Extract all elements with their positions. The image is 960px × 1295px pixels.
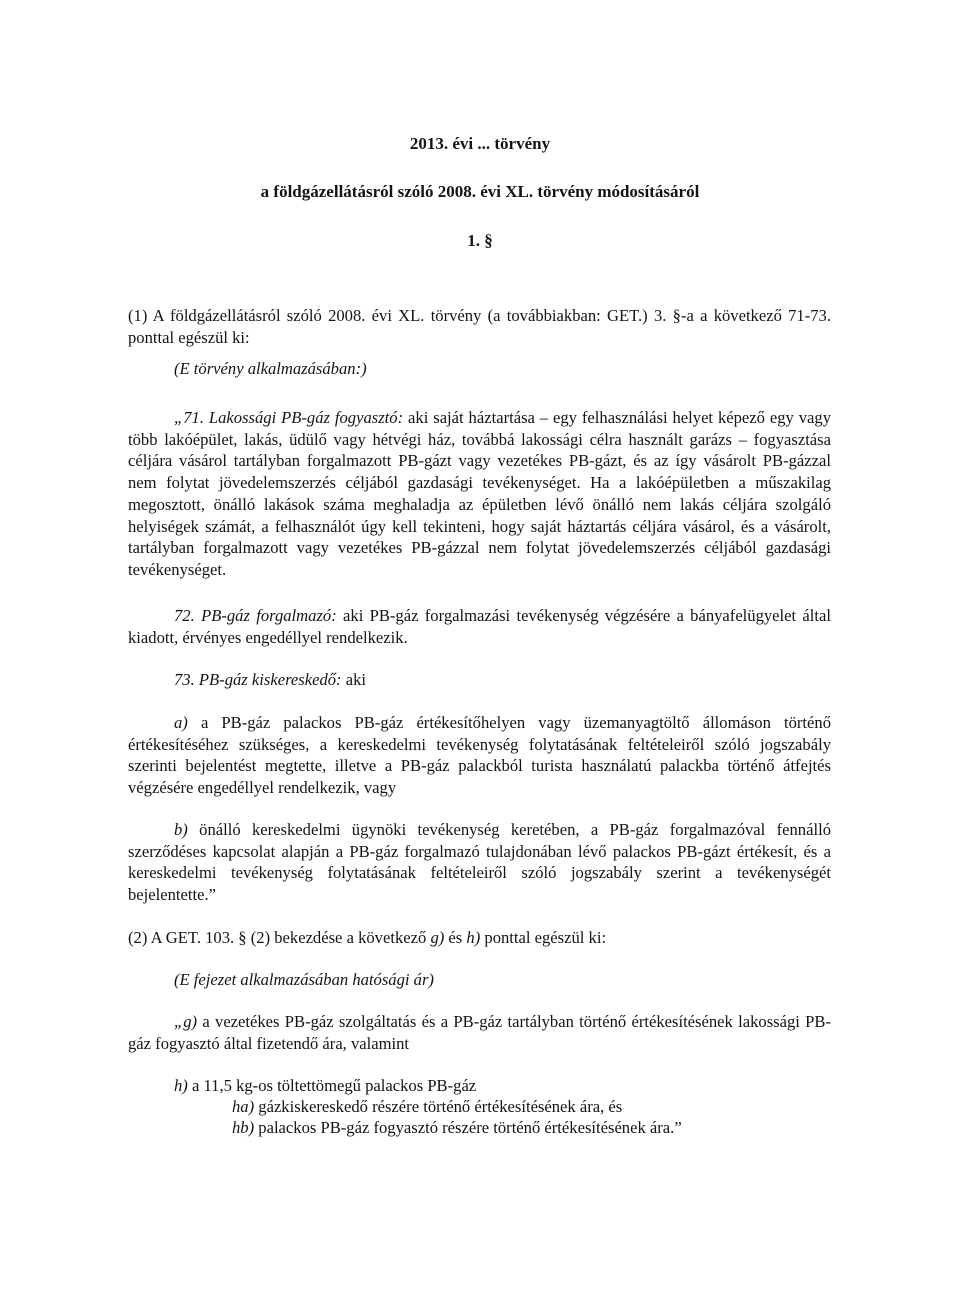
context-note-2: (E fejezet alkalmazásában hatósági ár) <box>174 970 434 989</box>
definition-73-a-body: a PB-gáz palackos PB-gáz értékesítőhelyen vagy üzemanyagtöltő állomáson történő értékesítéséhez szükséges, a kereskedelmi tevékenység folytatásának feltételeiről szóló jogszabály szerinti bejelentést megtette, illetve a PB-gáz palackból turista használatú palackba történő átfejtés végzésére engedéllyel rendelkezik, vagy <box>128 713 832 798</box>
point-g <box>128 1011 831 1054</box>
point-h-reference: h) <box>466 928 481 947</box>
definition-72-number: 72. <box>174 606 195 625</box>
definition-73-b-label: b) <box>174 820 188 839</box>
definition-72 <box>128 605 831 648</box>
point-g-body: a vezetékes PB-gáz szolgáltatás és a PB-gáz tartályban történő értékesítésének lakossági PB-gáz fogyasztó által fizetendő ára, valamint <box>128 1012 831 1053</box>
definition-73-a-label: a) <box>174 713 188 732</box>
point-ha <box>232 1096 622 1118</box>
context-note-1: (E törvény alkalmazásában:) <box>174 359 367 378</box>
point-h <box>174 1075 476 1097</box>
point-h-label: h) <box>174 1076 188 1095</box>
definition-73-term: PB-gáz kiskereskedő: <box>198 670 342 689</box>
point-g-reference: g) <box>430 928 445 947</box>
definition-71-body: aki saját háztartása – egy felhasználási helyet képező egy vagy több lakóépület, lakás, üdülő vagy hétvégi ház, továbbá lakossági célra használt garázs – fogyasztása céljára vásárol tartályban forgalmazott PB-gázt vagy vezetékes PB-gázt, és az így vásárolt PB-gázzal nem folytat jövedelemszerzés céljából gazdasági tevékenységet. Ha a lakóépületben a műszakilag megosztott, önálló lakások száma meghaladja az épületben lévő önálló nem lakás céljára szolgáló helyiségek számát, a felhasználót úgy kell tekinteni, hogy saját háztartás céljára vásárol, és a vásárolt, tartályban forgalmazott vagy vezetékes PB-gázzal nem folytat jövedelemszerzés céljából gazdasági tevékenységet. <box>128 408 831 579</box>
definition-72-body: aki PB-gáz forgalmazási tevékenység végzésére a bányafelügyelet által kiadott, érvényes engedéllyel rendelkezik. <box>128 606 831 647</box>
paragraph-2: (2) A GET. 103. § (2) bekezdése a következő g) és h) ponttal egészül ki: <box>128 928 607 947</box>
definition-71-number: „71. <box>174 408 204 427</box>
paragraph-1: (1) A földgázellátásról szóló 2008. évi XL. törvény (a továbbiakban: GET.) 3. §-a a következő 71-73. ponttal egészül ki: <box>128 306 831 347</box>
definition-73-b <box>128 819 831 906</box>
definition-72-term: PB-gáz forgalmazó: <box>201 606 337 625</box>
definition-73-body: aki <box>345 670 367 689</box>
document-subtitle: a földgázellátásról szóló 2008. évi XL. törvény módosításáról <box>260 182 700 201</box>
definition-73-a <box>128 712 831 799</box>
definition-71-term: Lakossági PB-gáz fogyasztó: <box>208 408 404 427</box>
point-ha-label: ha) <box>232 1097 255 1116</box>
point-hb-body: palackos PB-gáz fogyasztó részére történő értékesítésének ára.” <box>258 1118 682 1137</box>
point-h-body: a 11,5 kg-os töltettömegű palackos PB-gáz <box>191 1076 477 1095</box>
definition-73-b-body: önálló kereskedelmi ügynöki tevékenység keretében, a PB-gáz forgalmazóval fennálló szerződéses kapcsolat alapján a PB-gáz forgalmazó tulajdonában lévő palackos PB-gázt értékesít, és a kereskedelmi tevékenység folytatásának feltételeiről szóló jogszabály szerint a tevékenységét bejelentette.” <box>128 820 831 905</box>
point-ha-body: gázkiskereskedő részére történő értékesítésének ára, és <box>258 1097 623 1116</box>
definition-73 <box>174 669 366 691</box>
point-hb-label: hb) <box>232 1118 255 1137</box>
section-number: 1. § <box>467 231 493 250</box>
definition-71 <box>128 407 831 581</box>
document-title: 2013. évi ... törvény <box>409 134 551 153</box>
point-hb <box>232 1117 682 1139</box>
point-g-label: „g) <box>174 1012 198 1031</box>
definition-73-number: 73. <box>174 670 195 689</box>
